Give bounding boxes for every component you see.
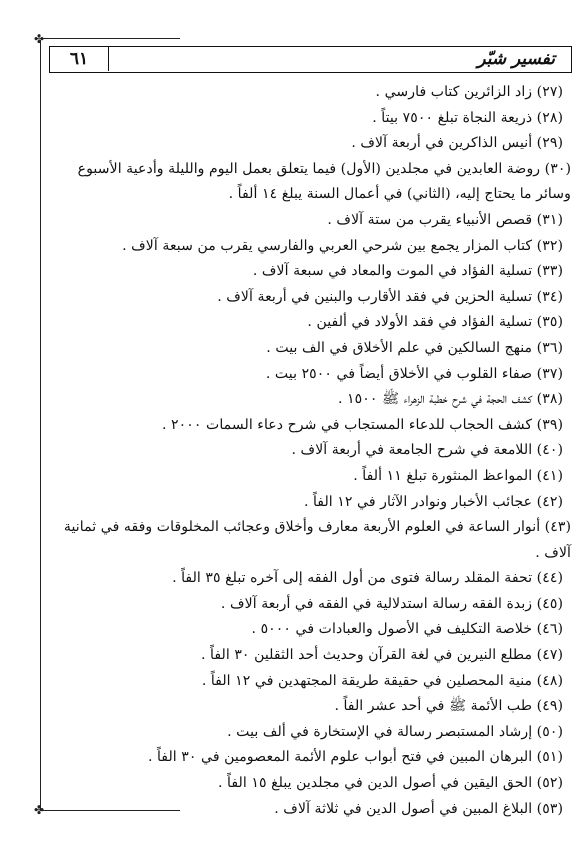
list-item: (٣٥) تسلية الفؤاد في فقد الأولاد في ألفين . bbox=[307, 314, 563, 331]
list-item: (٣٩) كشف الحجاب للدعاء المستجاب في شرح دعاء السمات ٢٠٠٠ . bbox=[161, 416, 563, 433]
running-header bbox=[49, 46, 572, 73]
list-item: (٤١) المواعظ المنثورة تبلغ ١١ ألفاً . bbox=[353, 467, 563, 484]
list-item: (٢٧) زاد الزائرين كتاب فارسي . bbox=[375, 84, 563, 100]
corner-ornament-icon: ✤ bbox=[34, 803, 45, 817]
list-item: (٣٧) صفاء القلوب في الأخلاق أيضاً في ٢٥٠٠ بيت . bbox=[265, 365, 563, 382]
list-item: (٣٢) كتاب المزار يجمع بين شرحي العربي والفارسي يقرب من سبعة آلاف . bbox=[122, 237, 563, 254]
margin-rule bbox=[40, 40, 41, 810]
page-number: ٦١ bbox=[50, 47, 109, 71]
top-rule bbox=[40, 38, 180, 39]
list-item: (٣١) قصص الأنبياء يقرب من ستة آلاف . bbox=[327, 211, 563, 228]
list-item: (٢٨) ذريعة النجاة تبلغ ٧٥٠٠ بيتاً . bbox=[372, 109, 563, 126]
list-item: (٥١) البرهان المبين في فتح أبواب علوم الأئمة المعصومين في ٣٠ الفاً . bbox=[147, 749, 563, 766]
list-item: (٥٢) الحق اليقين في أصول الدين في مجلدين يبلغ ١٥ الفاً . bbox=[218, 775, 563, 792]
list-item: (٤٠) اللامعة في شرح الجامعة في أربعة آلاف . bbox=[291, 442, 563, 459]
running-title: تفسير شبّر bbox=[477, 49, 555, 69]
corner-ornament-icon: ✤ bbox=[34, 32, 45, 46]
list-item: (٢٩) أنيس الذاكرين في أربعة آلاف . bbox=[351, 135, 563, 152]
list-item: (٣٠) روضة العابدين في مجلدين (الأول) فيما يتعلق بعمل اليوم والليلة وأدعية الأسبوع وسائر ما يحتاج إليه، (الثاني) في أعمال السنة يبلغ ١٤ ألفاً . bbox=[77, 160, 571, 203]
list-item: (٤٢) عجائب الأخبار ونوادر الآثار في ١٢ الفاً . bbox=[303, 493, 563, 510]
list-item: (٥٣) البلاغ المبين في أصول الدين في ثلاثة آلاف . bbox=[274, 800, 563, 817]
list-item: (٤٦) خلاصة التكليف في الأصول والعبادات في ٥٠٠٠ . bbox=[251, 621, 563, 638]
list-item: (٣٨) كشف الحجة في شرح خطبة الزهراء ﷺ ١٥٠٠ . bbox=[338, 391, 563, 408]
book-list bbox=[48, 80, 571, 822]
list-item: (٤٩) طب الأئمة ﷺ في أحد عشر الفاً . bbox=[334, 698, 563, 715]
list-item: (٥٠) إرشاد المستبصر رسالة في الإستخارة في ألف بيت . bbox=[227, 723, 563, 740]
list-item: (٤٨) منية المحصلين في حقيقة طريقة المجتهدين في ١٢ الفاً . bbox=[201, 672, 563, 689]
list-item: (٤٧) مطلع النيرين في لغة القرآن وحديث أحد الثقلين ٣٠ الفاً . bbox=[201, 647, 563, 664]
list-item: (٤٤) تحفة المقلد رسالة فتوى من أول الفقه إلى آخره تبلغ ٣٥ الفاً . bbox=[172, 570, 563, 587]
list-item: (٣٣) تسلية الفؤاد في الموت والمعاد في سبعة آلاف . bbox=[252, 263, 563, 280]
list-item: (٤٥) زبدة الفقه رسالة استدلالية في الفقه في أربعة آلاف . bbox=[220, 595, 563, 612]
list-item: (٤٣) أنوار الساعة في العلوم الأربعة معارف وأخلاق وعجائب المخلوقات وفقه في ثمانية آلاف . bbox=[63, 519, 571, 561]
list-item: (٣٤) تسلية الحزين في فقد الأقارب والبنين في أربعة آلاف . bbox=[217, 288, 563, 305]
list-item: (٣٦) منهج السالكين في علم الأخلاق في الف بيت . bbox=[266, 339, 563, 356]
